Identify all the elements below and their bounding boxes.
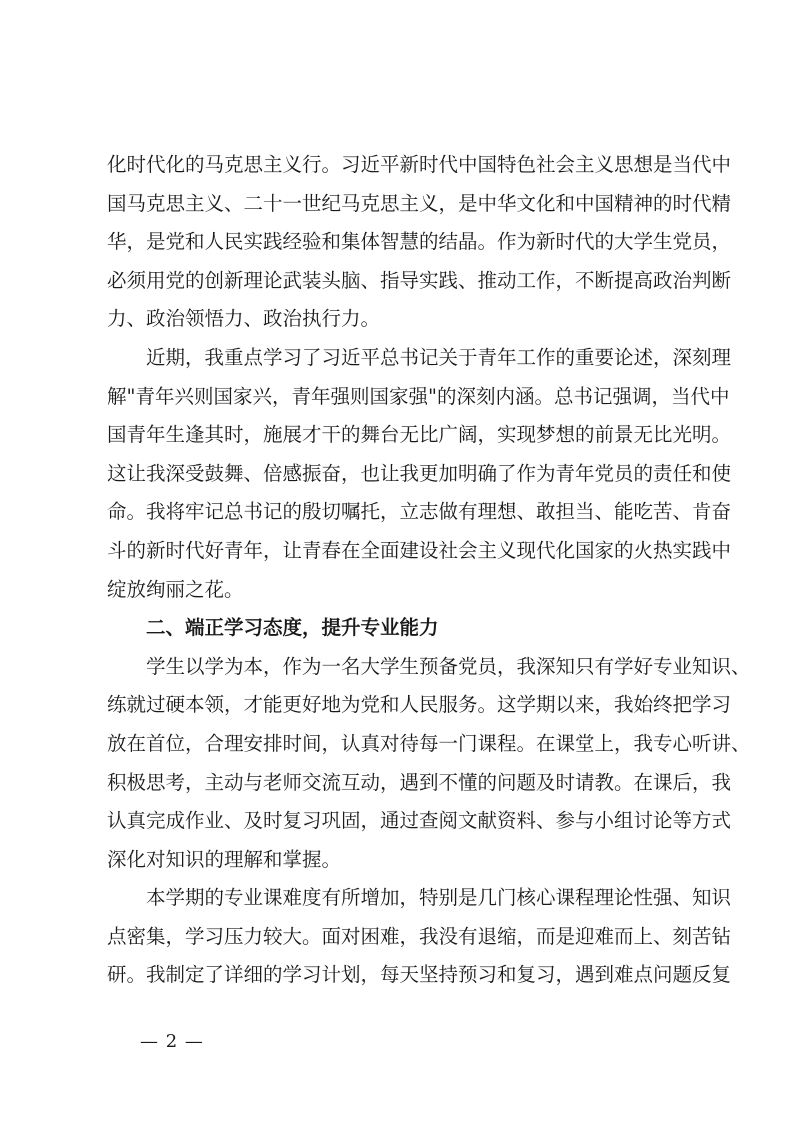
text-line: 华，是党和人民实践经验和集体智慧的结晶。作为新时代的大学生党员， bbox=[107, 230, 732, 254]
text-line: 学生以学为本，作为一名大学生预备党员，我深知只有学好专业知识、 bbox=[107, 654, 751, 678]
text-line: 解"青年兴则国家兴，青年强则国家强"的深刻内涵。总书记强调，当代中 bbox=[107, 384, 730, 408]
body-text bbox=[107, 146, 751, 995]
text-line: 点密集，学习压力较大。面对困难，我没有退缩，而是迎难而上、刻苦钻 bbox=[107, 924, 732, 948]
text-line: 深化对知识的理解和掌握。 bbox=[107, 847, 342, 871]
text-line: 近期，我重点学习了习近平总书记关于青年工作的重要论述，深刻理 bbox=[107, 345, 732, 369]
text-line: 这让我深受鼓舞、倍感振奋，也让我更加明确了作为青年党员的责任和使 bbox=[107, 461, 732, 485]
text-line: 研。我制定了详细的学习计划，每天坚持预习和复习，遇到难点问题反复 bbox=[107, 963, 732, 987]
text-line: 放在首位，合理安排时间，认真对待每一门课程。在课堂上，我专心听讲、 bbox=[107, 731, 751, 755]
text-line: 国马克思主义、二十一世纪马克思主义，是中华文化和中国精神的时代精 bbox=[107, 191, 732, 215]
text-line: 命。我将牢记总书记的殷切嘱托，立志做有理想、敢担当、能吃苦、肯奋 bbox=[107, 500, 732, 524]
text-line: 本学期的专业课难度有所增加，特别是几门核心课程理论性强、知识 bbox=[107, 886, 732, 910]
text-line: 必须用党的创新理论武装头脑、指导实践、推动工作，不断提高政治判断 bbox=[107, 268, 732, 292]
text-line: 认真完成作业、及时复习巩固，通过查阅文献资料、参与小组讨论等方式 bbox=[107, 809, 732, 833]
text-line: 绽放绚丽之花。 bbox=[107, 577, 244, 601]
section-heading: 二、端正学习态度，提升专业能力 bbox=[146, 616, 439, 640]
text-line: 积极思考，主动与老师交流互动，遇到不懂的问题及时请教。在课后，我 bbox=[107, 770, 732, 794]
text-line: 练就过硬本领，才能更好地为党和人民服务。这学期以来，我始终把学习 bbox=[107, 693, 732, 717]
text-line: 斗的新时代好青年，让青春在全面建设社会主义现代化国家的火热实践中 bbox=[107, 538, 732, 562]
text-line: 化时代化的马克思主义行。习近平新时代中国特色社会主义思想是当代中 bbox=[107, 153, 732, 176]
text-line: 国青年生逢其时，施展才干的舞台无比广阔，实现梦想的前景无比光明。 bbox=[107, 423, 732, 447]
page-number: — 2 — bbox=[140, 1031, 204, 1052]
text-line: 力、政治领悟力、政治执行力。 bbox=[107, 307, 381, 331]
